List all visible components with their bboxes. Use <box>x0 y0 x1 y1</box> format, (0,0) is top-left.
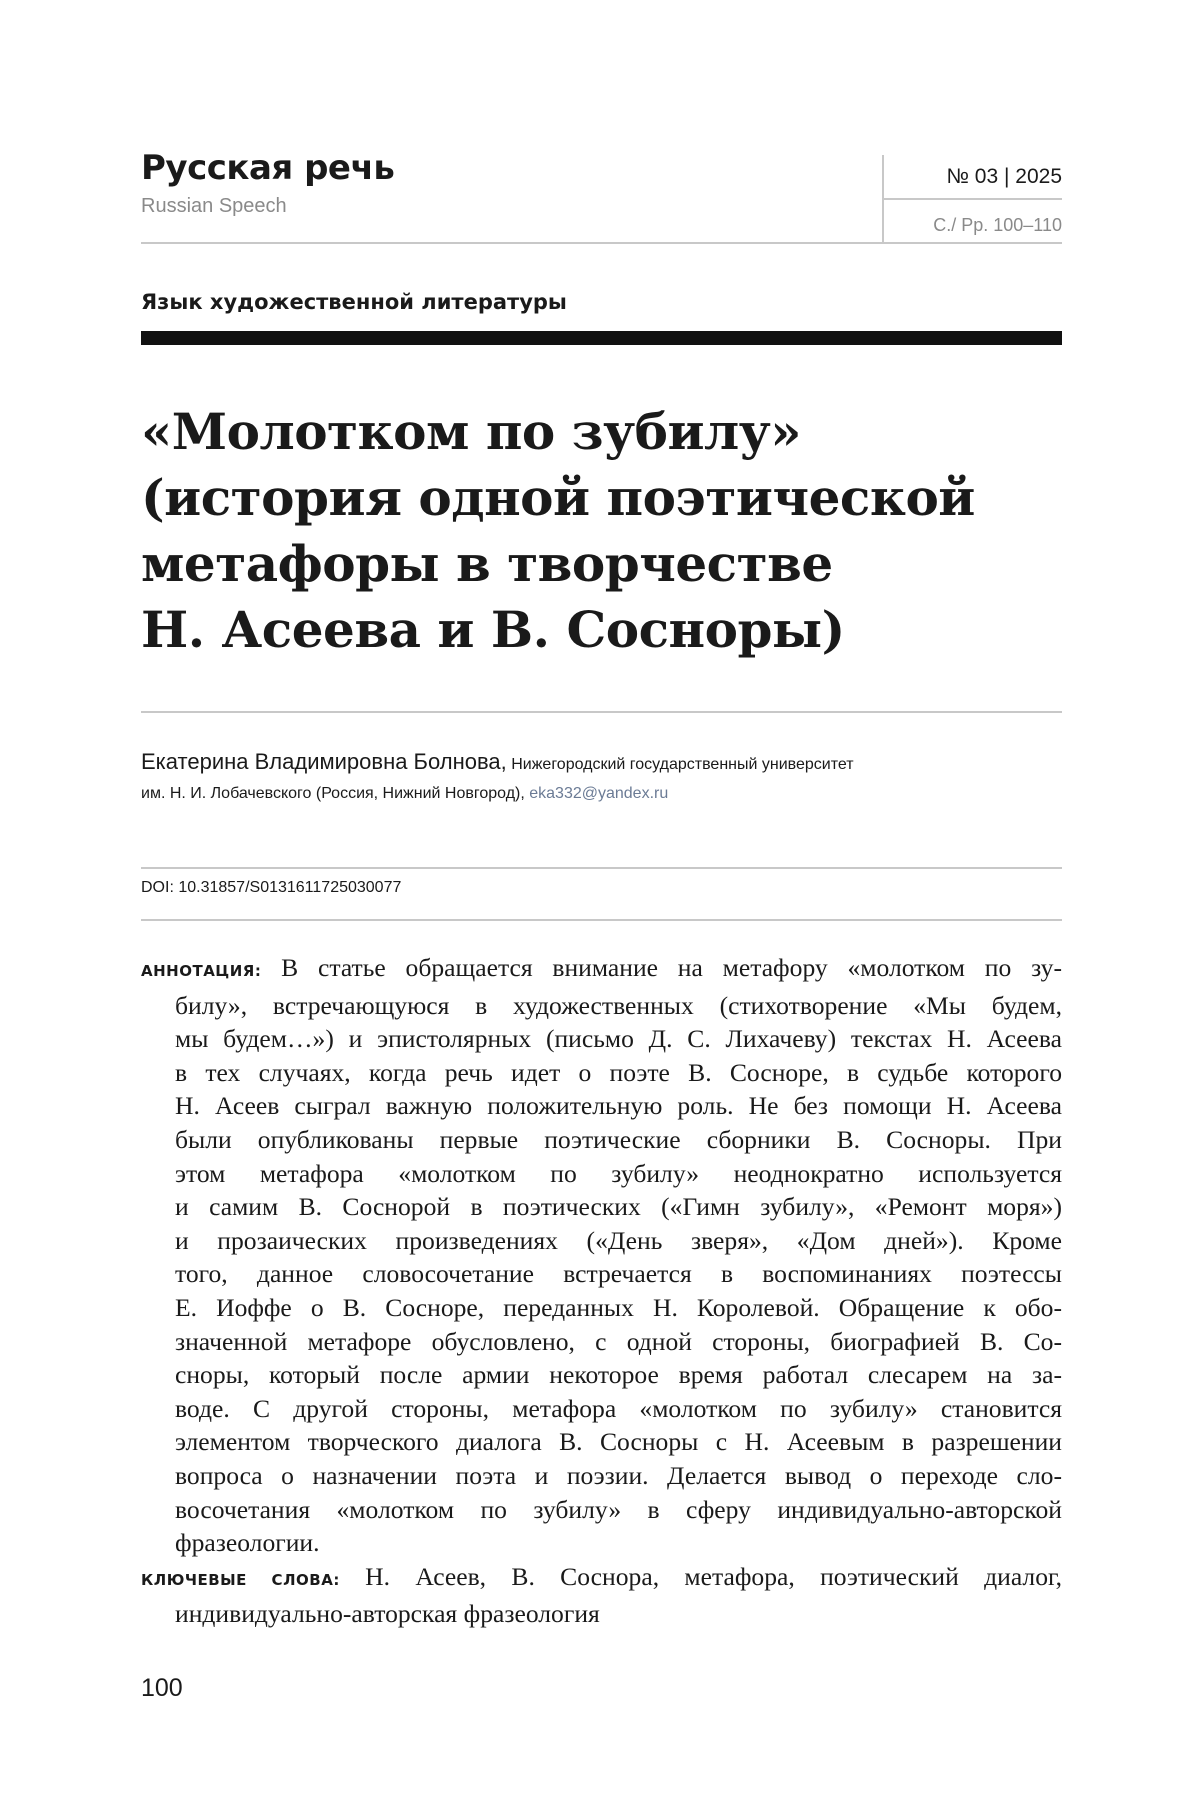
abstract-line: вопроса о назначении поэта и поэзии. Делается вывод о переходе сло- <box>175 1460 1062 1490</box>
journal-title: Русская речь <box>141 148 395 188</box>
keywords-line: Н. Асеев, В. Соснора, метафора, поэтический диалог, <box>365 1561 1062 1591</box>
header-issue-divider <box>882 198 1062 200</box>
author-affiliation: Нижегородский государственный университет <box>511 756 854 773</box>
author-name: Екатерина Владимировна Болнова, <box>141 749 507 774</box>
title-line: Н. Асеева и В. Сосноры) <box>141 600 845 659</box>
title-line: (история одной поэтической <box>141 468 975 527</box>
abstract-line: значенной метафоре обусловлено, с одной стороны, биографией В. Со- <box>175 1326 1062 1356</box>
author-email-link[interactable]: eka332@yandex.ru <box>529 785 669 802</box>
title-line: метафоры в творчестве <box>141 534 833 593</box>
pages-range: С./ Pp. 100–110 <box>933 215 1062 235</box>
abstract-line: того, данное словосочетание встречается в воспоминаниях поэтессы <box>175 1259 1062 1289</box>
issue-number: № 03 | 2025 <box>946 165 1062 188</box>
doi-rule <box>141 919 1062 921</box>
article-title <box>141 399 1062 663</box>
journal-subtitle: Russian Speech <box>141 195 287 217</box>
abstract-line: Н. Асеев сыграл важную положительную роль. Не без помощи Н. Асеева <box>175 1091 1062 1121</box>
author-block <box>141 748 1062 809</box>
abstract-line: в тех случаях, когда речь идет о поэте В. Сосноре, в судьбе которого <box>175 1057 1062 1087</box>
abstract <box>141 951 1062 1631</box>
author-affiliation-cont: им. Н. И. Лобачевского (Россия, Нижний Новгород), <box>141 785 525 802</box>
author-rule <box>141 867 1062 869</box>
abstract-line: этом метафора «молотком по зубилу» неоднократно используется <box>175 1158 1062 1188</box>
abstract-line: элементом творческого диалога В. Сосноры с Н. Асеевым в разрешении <box>175 1427 1062 1457</box>
doi: DOI: 10.31857/S0131611725030077 <box>141 879 402 896</box>
abstract-line: сноры, который после армии некоторое время работал слесарем на за- <box>175 1360 1062 1390</box>
keywords-line: индивидуально-авторская фразеология <box>175 1599 600 1629</box>
abstract-line: и прозаических произведениях («День зверя», «Дом дней»). Кроме <box>175 1225 1062 1255</box>
abstract-line: были опубликованы первые поэтические сборники В. Сосноры. При <box>175 1124 1062 1154</box>
abstract-line: восочетания «молотком по зубилу» в сферу индивидуально-авторской <box>175 1494 1062 1524</box>
page-number: 100 <box>141 1674 183 1702</box>
abstract-line: фразеологии. <box>175 1528 320 1558</box>
section-title: Язык художественной литературы <box>141 290 567 314</box>
abstract-line: В статье обращается внимание на метафору «молотком по зу- <box>281 953 1062 982</box>
title-line: «Молотком по зубилу» <box>141 402 802 461</box>
abstract-line: билу», встречающуюся в художественных (стихотворение «Мы будем, <box>175 990 1062 1020</box>
abstract-label: АННОТАЦИЯ: <box>141 962 262 980</box>
title-rule <box>141 711 1062 713</box>
header-rule <box>141 242 1062 244</box>
abstract-line: воде. С другой стороны, метафора «молотком по зубилу» становится <box>175 1393 1062 1423</box>
abstract-line: Е. Иоффе о В. Сосноре, переданных Н. Королевой. Обращение к обо- <box>175 1292 1062 1322</box>
abstract-line: и самим В. Соснорой в поэтических («Гимн зубилу», «Ремонт моря») <box>175 1192 1062 1222</box>
keywords-label: КЛЮЧЕВЫЕ СЛОВА: <box>141 1570 340 1589</box>
abstract-line: мы будем…») и эпистолярных (письмо Д. С. Лихачеву) текстах Н. Асеева <box>175 1024 1062 1054</box>
section-rule <box>141 331 1062 345</box>
